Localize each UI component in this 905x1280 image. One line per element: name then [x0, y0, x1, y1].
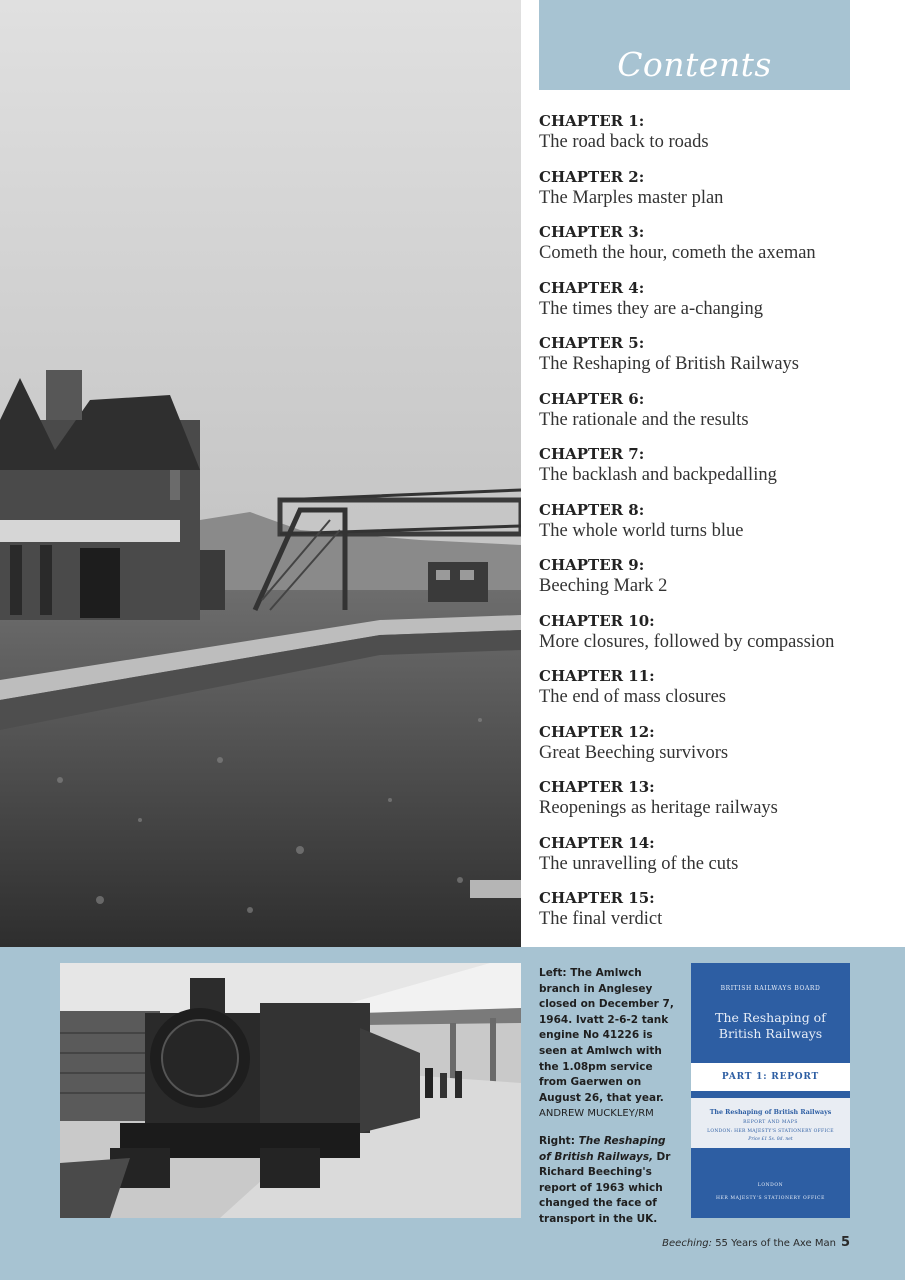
cover-publisher-line: LONDON: HER MAJESTY'S STATIONERY OFFICE — [707, 1129, 834, 1134]
right-caption-text: Dr Richard Beeching's report of 1963 which changed the face of transport in the UK. — [539, 1150, 671, 1225]
chapter-item — [539, 112, 879, 168]
chapter-item — [539, 445, 879, 501]
chapter-title: The road back to roads — [539, 132, 709, 152]
chapter-title: The times they are a-changing — [539, 298, 763, 319]
left-caption-text: Left: The Amlwch branch in Anglesey closed on December 7, 1964. Ivatt 2-6-2 tank engine No 41226 is seen at Amlwch with the 1.08pm service from Gaerwen on August 26, that year. — [539, 967, 674, 1104]
cover-sub-title: The Reshaping of British Railways — [709, 1109, 832, 1116]
chapter-item — [539, 889, 879, 945]
chapter-number: CHAPTER 4: — [539, 278, 645, 297]
chapter-item — [539, 556, 879, 612]
chapter-number: CHAPTER 7: — [539, 445, 645, 463]
contents-title: Contents — [617, 45, 772, 84]
photo-credit: ANDREW MUCKLEY/RM — [539, 1108, 654, 1120]
chapter-title: The backlash and backpedalling — [539, 465, 777, 485]
publication-subtitle: 55 Years of the Axe Man — [712, 1238, 836, 1249]
chapter-item — [539, 390, 879, 446]
chapter-title: Beeching Mark 2 — [539, 576, 668, 596]
cover-city: LONDON — [757, 1183, 784, 1188]
chapter-title: The final verdict — [539, 909, 663, 929]
chapter-item — [539, 501, 879, 557]
page-footer — [662, 1235, 850, 1250]
chapter-item — [539, 834, 879, 890]
chapter-title: Cometh the hour, cometh the axeman — [539, 243, 816, 263]
chapter-number: CHAPTER 12: — [539, 722, 655, 741]
chapter-item — [539, 778, 879, 834]
right-caption-prefix: Right: — [539, 1134, 579, 1147]
cover-publisher: HER MAJESTY'S STATIONERY OFFICE — [715, 1196, 825, 1201]
chapter-item — [539, 279, 879, 335]
photo-caption — [539, 966, 674, 1228]
chapter-title: Great Beeching survivors — [539, 742, 729, 763]
chapter-title: The end of mass closures — [539, 687, 727, 707]
chapter-number: CHAPTER 14: — [539, 833, 655, 852]
chapter-number: CHAPTER 11: — [539, 667, 655, 685]
chapter-number: CHAPTER 13: — [539, 778, 655, 796]
chapter-title: More closures, followed by compassion — [539, 631, 835, 652]
chapter-item — [539, 667, 879, 723]
chapter-item — [539, 723, 879, 779]
chapter-title: Reopenings as heritage railways — [539, 798, 778, 818]
cover-part: PART 1: REPORT — [691, 1063, 850, 1091]
chapter-title: The Marples master plan — [539, 187, 724, 208]
report-cover — [691, 963, 850, 1218]
chapter-number: CHAPTER 6: — [539, 389, 645, 408]
chapter-number: CHAPTER 15: — [539, 889, 655, 907]
locomotive-photo — [60, 963, 521, 1218]
publication-name: Beeching: — [662, 1238, 713, 1249]
chapter-title: The unravelling of the cuts — [539, 853, 739, 874]
chapter-number: CHAPTER 9: — [539, 556, 645, 574]
chapter-item — [539, 334, 879, 390]
cover-board: BRITISH RAILWAYS BOARD — [720, 985, 821, 992]
station-photo — [0, 0, 521, 947]
cover-sub-line: REPORT AND MAPS — [743, 1120, 798, 1125]
chapter-title: The rationale and the results — [539, 409, 749, 430]
chapter-number: CHAPTER 3: — [539, 223, 645, 241]
chapter-number: CHAPTER 8: — [539, 500, 645, 519]
chapter-item — [539, 168, 879, 224]
chapter-item — [539, 223, 879, 279]
page-number: 5 — [840, 1235, 850, 1250]
contents-header — [539, 0, 850, 90]
cover-title: The Reshaping of British Railways — [715, 1010, 826, 1041]
right-caption-title: The Reshaping of British Railways, — [539, 1134, 666, 1163]
chapter-number: CHAPTER 1: — [539, 112, 645, 130]
cover-price: Price £1 5s. 0d. net — [748, 1137, 793, 1142]
chapter-title: The Reshaping of British Railways — [539, 354, 799, 374]
chapter-title: The whole world turns blue — [539, 520, 744, 541]
chapter-number: CHAPTER 5: — [539, 334, 645, 352]
chapter-number: CHAPTER 10: — [539, 611, 655, 630]
chapter-item — [539, 612, 879, 668]
chapter-number: CHAPTER 2: — [539, 167, 645, 186]
locomotive-photo-illustration — [60, 963, 521, 1218]
station-photo-illustration — [0, 0, 521, 947]
chapter-list — [539, 112, 879, 945]
